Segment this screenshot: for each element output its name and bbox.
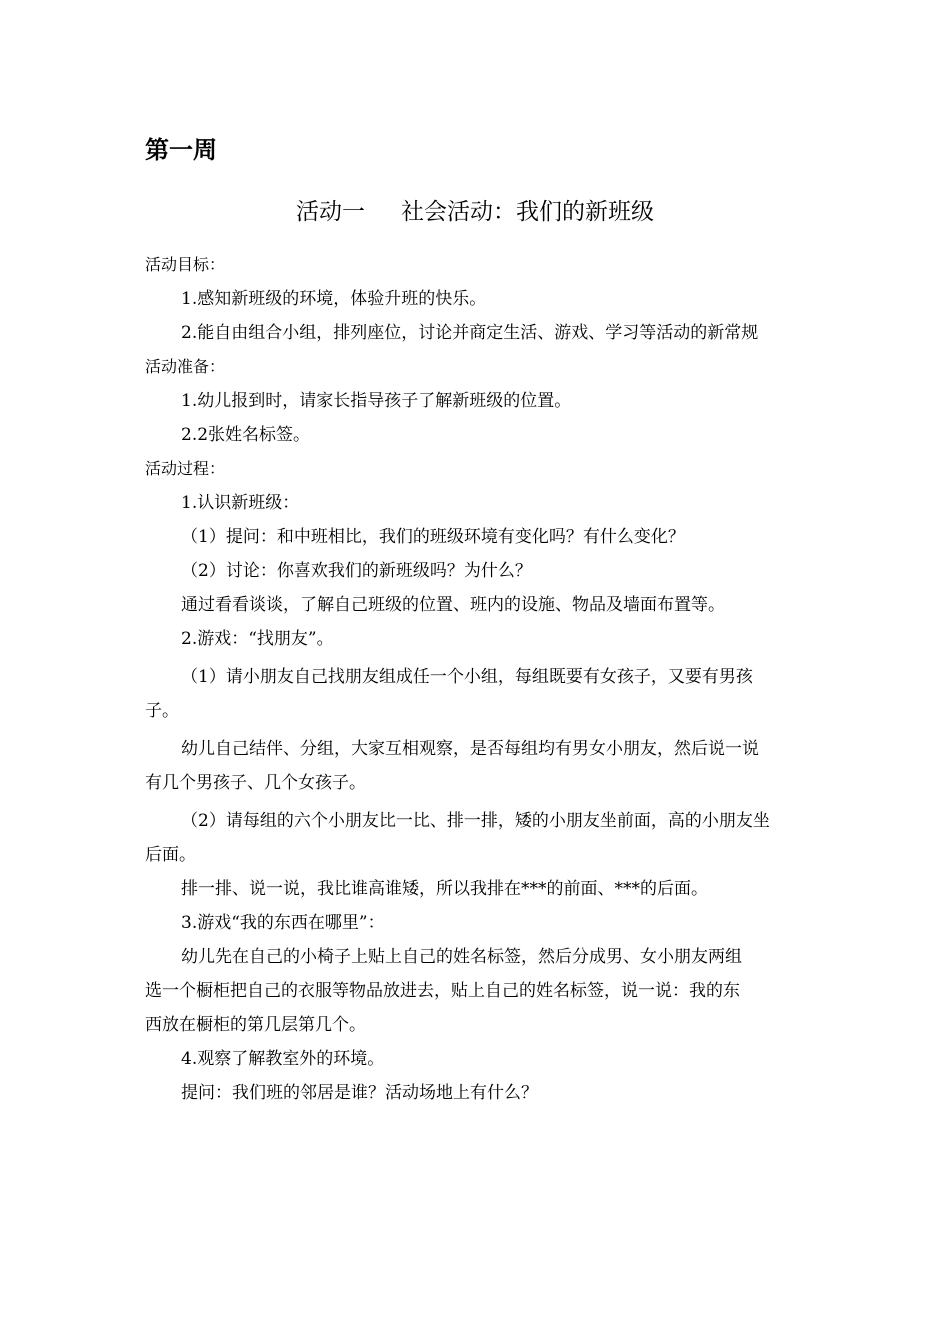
process-line: 有几个男孩子、几个女孩子。 bbox=[145, 773, 366, 793]
process-line: 排一排、说一说，我比谁高谁矮，所以我排在***的前面、***的后面。 bbox=[181, 879, 708, 899]
document-body bbox=[145, 248, 815, 1110]
preparation-item: 2.2张姓名标签。 bbox=[181, 425, 311, 445]
goal-item: 2.能自由组合小组，排列座位，讨论并商定生活、游戏、学习等活动的新常规 bbox=[181, 323, 759, 343]
process-line: 通过看看谈谈，了解自己班级的位置、班内的设施、物品及墙面布置等。 bbox=[181, 595, 725, 615]
process-line: 子。 bbox=[145, 701, 179, 721]
preparation-heading: 活动准备： bbox=[145, 357, 226, 376]
process-line: （2）请每组的六个小朋友比一比、排一排，矮的小朋友坐前面，高的小朋友坐 bbox=[181, 811, 770, 831]
process-line: 后面。 bbox=[145, 845, 196, 865]
activity-number: 活动一 bbox=[296, 199, 365, 225]
goal-item: 1.感知新班级的环境，体验升班的快乐。 bbox=[181, 289, 487, 309]
activity-title bbox=[0, 194, 950, 230]
process-line: 4.观察了解教室外的环境。 bbox=[181, 1049, 385, 1069]
process-line: （1）请小朋友自己找朋友组成任一个小组，每组既要有女孩子，又要有男孩 bbox=[181, 667, 753, 687]
process-line: 3.游戏“我的东西在哪里”： bbox=[181, 913, 385, 933]
process-line: 提问：我们班的邻居是谁？活动场地上有什么？ bbox=[181, 1083, 538, 1103]
week-title: 第一周 bbox=[145, 136, 217, 164]
activity-name: 社会活动：我们的新班级 bbox=[401, 199, 654, 225]
process-line: 2.游戏：“找朋友”。 bbox=[181, 629, 334, 649]
process-line: 西放在橱柜的第几层第几个。 bbox=[145, 1015, 366, 1035]
process-line: 幼儿自己结伴、分组，大家互相观察，是否每组均有男女小朋友，然后说一说 bbox=[181, 739, 759, 759]
process-line: （2）讨论：你喜欢我们的新班级吗？为什么？ bbox=[181, 561, 532, 581]
process-heading: 活动过程： bbox=[145, 459, 226, 478]
preparation-item: 1.幼儿报到时，请家长指导孩子了解新班级的位置。 bbox=[181, 391, 572, 411]
process-line: 幼儿先在自己的小椅子上贴上自己的姓名标签，然后分成男、女小朋友两组 bbox=[181, 947, 742, 967]
process-line: （1）提问：和中班相比，我们的班级环境有变化吗？有什么变化？ bbox=[181, 527, 685, 547]
process-line: 选一个橱柜把自己的衣服等物品放进去，贴上自己的姓名标签，说一说：我的东 bbox=[145, 981, 740, 1001]
process-line: 1.认识新班级： bbox=[181, 493, 300, 513]
goals-heading: 活动目标： bbox=[145, 255, 226, 274]
